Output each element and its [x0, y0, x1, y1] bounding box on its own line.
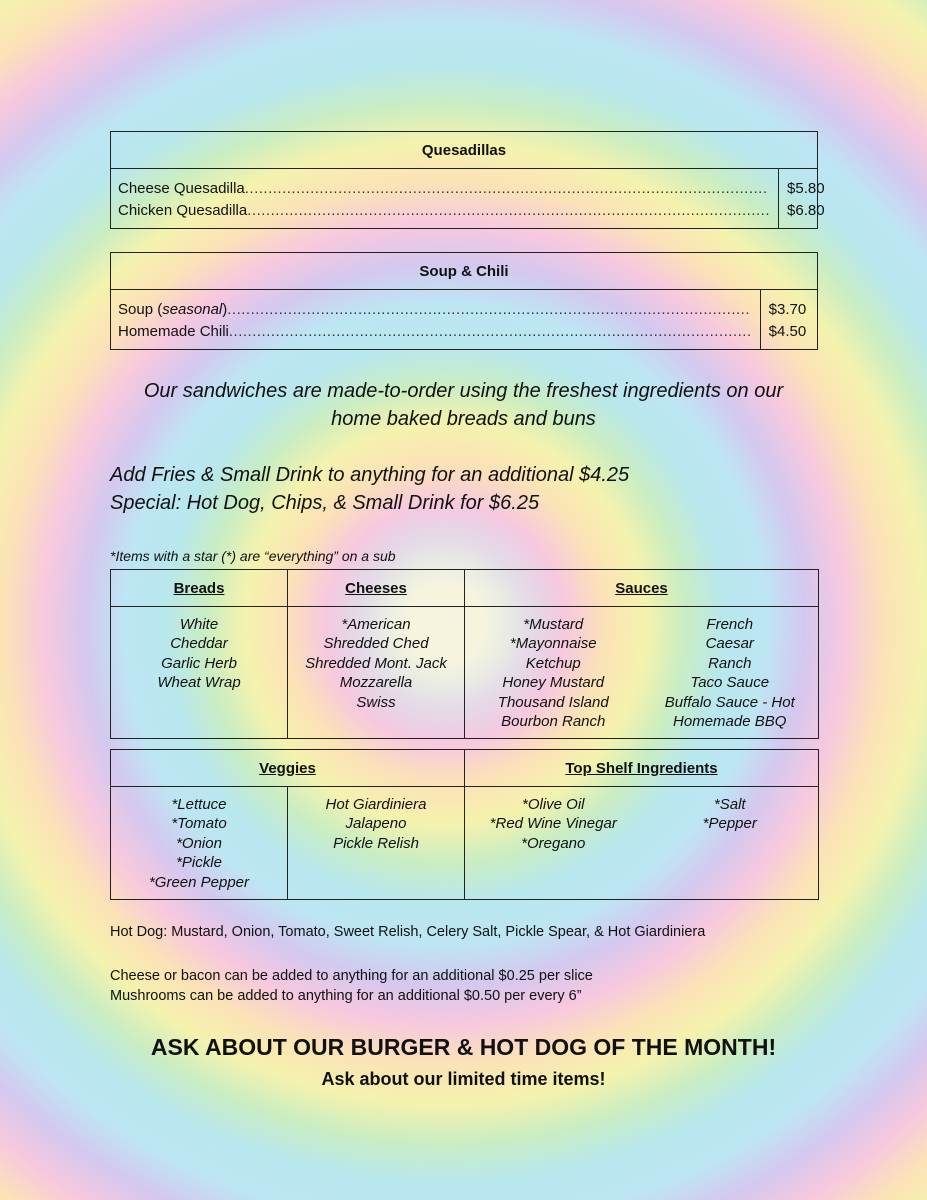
hot-dog-note: Hot Dog: Mustard, Onion, Tomato, Sweet Relish, Celery Salt, Pickle Spear, & Hot Giardiniera	[110, 924, 706, 940]
ingredient-item: Garlic Herb	[161, 654, 237, 672]
item-name: Soup (	[118, 301, 163, 318]
ingredient-item: *Olive Oil	[521, 796, 585, 813]
ingredient-item: *Oregano	[521, 834, 586, 852]
ingredient-item: Hot Giardiniera	[325, 796, 427, 813]
ingredient-item: Caesar	[705, 635, 754, 653]
subline: Ask about our limited time items!	[321, 1069, 606, 1089]
item-price: $3.70	[768, 301, 807, 318]
sauces-column	[465, 570, 818, 738]
offer-line-1: Add Fries & Small Drink to anything for an additional $4.25	[110, 464, 630, 486]
ingredient-item: Jalapeno	[345, 815, 407, 833]
ingredient-item: Shredded Mont. Jack	[305, 654, 447, 672]
item-name: Cheese Quesadilla	[118, 180, 245, 197]
ingredient-item: Homemade BBQ	[673, 713, 787, 731]
top-shelf-column	[465, 750, 818, 899]
ingredient-item: *Green Pepper	[148, 873, 250, 891]
ingredient-item: Cheddar	[170, 635, 228, 653]
ingredient-item: *Red Wine Vinegar	[489, 815, 617, 833]
ingredient-item: Wheat Wrap	[157, 674, 241, 692]
top-shelf-list-2	[642, 795, 819, 853]
item-price: $5.80	[787, 180, 825, 197]
veggies-list-1	[111, 787, 288, 899]
item-name: Chicken Quesadilla	[118, 202, 248, 219]
ingredient-item: Bourbon Ranch	[501, 713, 606, 731]
addon-line-2: Mushrooms can be added to anything for an additional $0.50 per every 6”	[110, 988, 582, 1004]
ingredient-item: Mozzarella	[339, 674, 413, 692]
ingredient-item: *Mayonnaise	[509, 635, 597, 653]
intro-line-1: Our sandwiches are made-to-order using the freshest ingredients on our	[143, 380, 784, 402]
ingredient-item: French	[706, 616, 754, 633]
ingredient-item: Taco Sauce	[690, 674, 770, 692]
ingredient-item: White	[179, 616, 219, 633]
top-shelf-list-1	[465, 795, 642, 853]
quesadillas-section	[110, 131, 825, 229]
item-name-end: )	[222, 301, 228, 318]
ingredient-item: Ketchup	[525, 654, 581, 672]
addon-line-1: Cheese or bacon can be added to anything for an additional $0.25 per slice	[110, 968, 593, 984]
item-price: $4.50	[768, 323, 807, 340]
item-price: $6.80	[787, 202, 825, 219]
item-name-note: seasonal	[162, 301, 223, 318]
ingredient-item: Pickle Relish	[333, 834, 419, 852]
soup-chili-title: Soup & Chili	[111, 253, 817, 290]
top-shelf-title: Top Shelf Ingredients	[465, 750, 818, 787]
menu-item: Soup (seasonal)................................................................................................................	[118, 301, 751, 318]
veggies-column	[111, 750, 465, 899]
sauces-title: Sauces	[465, 570, 818, 607]
item-name: Homemade Chili	[118, 323, 229, 340]
breads-column	[111, 570, 288, 738]
star-note: *Items with a star (*) are “everything” on a sub	[110, 548, 396, 564]
sauces-list-2	[642, 615, 819, 731]
headline: ASK ABOUT OUR BURGER & HOT DOG OF THE MONTH!	[150, 1034, 777, 1060]
cheeses-column	[288, 570, 465, 738]
ingredient-item: *Tomato	[171, 815, 227, 833]
ingredients-grid-2	[110, 749, 819, 900]
ingredient-item: *American	[341, 616, 411, 633]
ingredient-item: Ranch	[708, 654, 752, 672]
veggies-title: Veggies	[111, 750, 464, 787]
ingredient-item: Shredded Ched	[323, 635, 429, 653]
ingredient-item: Buffalo Sauce - Hot	[664, 693, 795, 711]
ingredient-item: *Mustard	[523, 616, 584, 633]
ingredient-item: *Lettuce	[171, 796, 227, 813]
soup-chili-section	[110, 252, 818, 350]
offer-line-2: Special: Hot Dog, Chips, & Small Drink for $6.25	[110, 492, 540, 514]
cheeses-list	[288, 615, 464, 712]
cheeses-title: Cheeses	[288, 570, 464, 607]
ingredient-item: Thousand Island	[497, 693, 609, 711]
ingredient-item: *Onion	[176, 834, 222, 852]
breads-title: Breads	[111, 570, 287, 607]
ingredient-item: *Pickle	[176, 854, 222, 872]
ingredient-item: Swiss	[356, 693, 396, 711]
ingredients-grid-1	[110, 569, 819, 739]
menu-item: Chicken Quesadilla................................................................................................................	[118, 202, 771, 219]
menu-item: Cheese Quesadilla................................................................................................................	[118, 180, 768, 197]
veggies-list-2	[288, 787, 464, 899]
ingredient-item: Honey Mustard	[502, 674, 605, 692]
intro-line-2: home baked breads and buns	[331, 408, 596, 430]
sauces-list-1	[465, 615, 642, 731]
ingredient-item: *Salt	[713, 796, 746, 813]
menu-item: Homemade Chili................................................................................................................	[118, 323, 752, 340]
quesadillas-title: Quesadillas	[111, 132, 817, 169]
breads-list	[111, 615, 287, 693]
ingredient-item: *Pepper	[702, 815, 757, 833]
